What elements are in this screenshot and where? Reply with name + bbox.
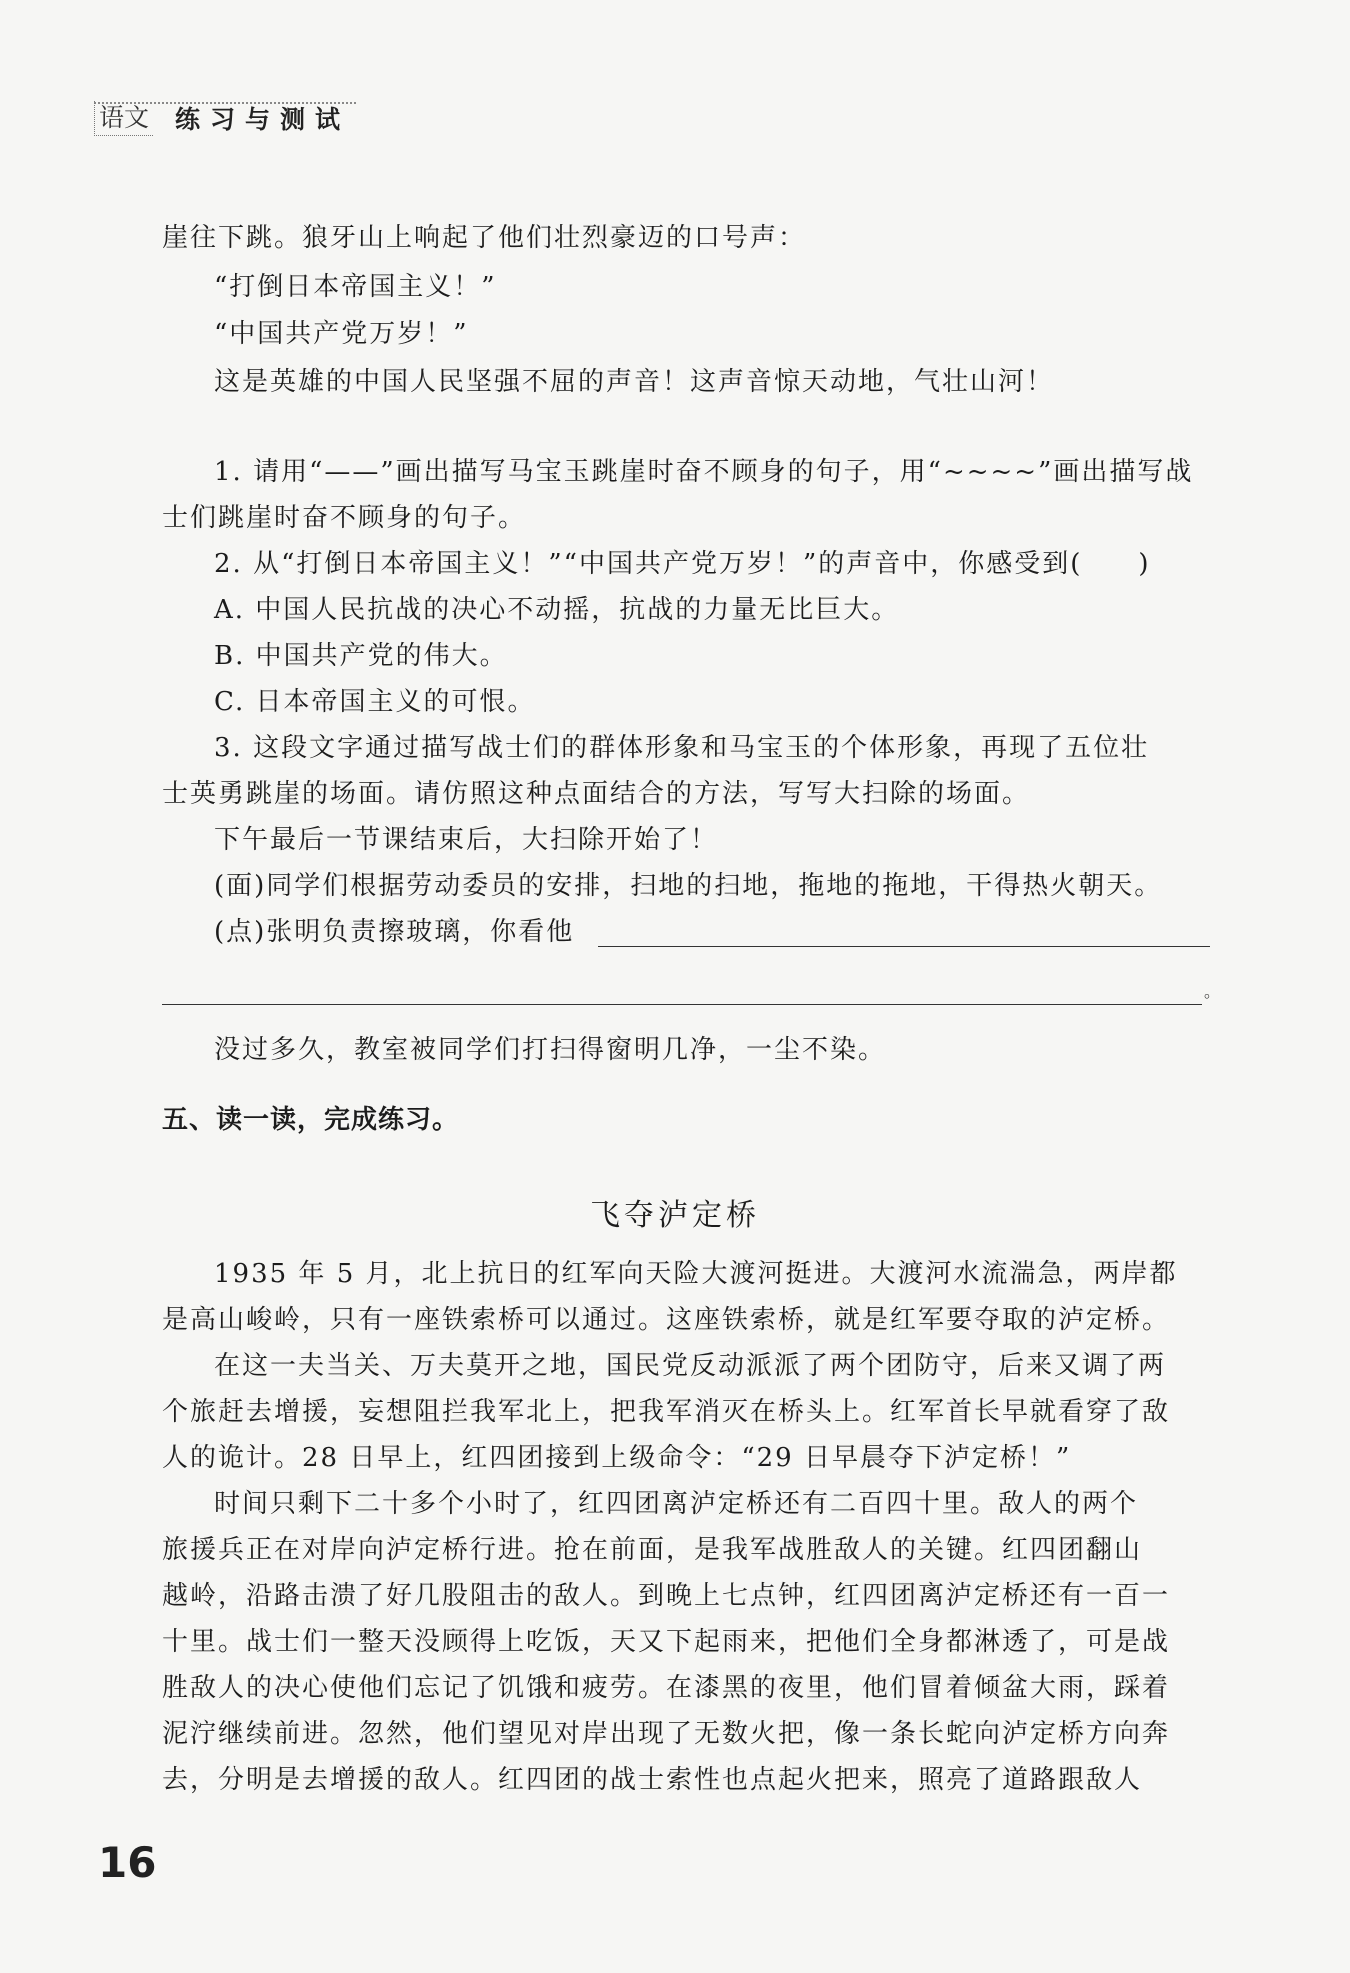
question-2-option-c: C. 日本帝国主义的可恨。 xyxy=(214,687,536,717)
question-3-dian: (点)张明负责擦玻璃，你看他 xyxy=(214,917,575,947)
page-header xyxy=(94,100,350,136)
question-3-start: 下午最后一节课结束后，大扫除开始了！ xyxy=(214,825,719,855)
article-line: 胜敌人的决心使他们忘记了饥饿和疲劳。在漆黑的夜里，他们冒着倾盆大雨，踩着 xyxy=(162,1673,1171,1703)
article-line: 1935 年 5 月，北上抗日的红军向天险大渡河挺进。大渡河水流湍急，两岸都 xyxy=(214,1259,1178,1289)
passage-line: 崖往下跳。狼牙山上响起了他们壮烈豪迈的口号声： xyxy=(162,223,807,253)
question-2: 2. 从“打倒日本帝国主义！”“中国共产党万岁！”的声音中，你感受到( ) xyxy=(214,549,1151,579)
page-number: 16 xyxy=(98,1838,157,1887)
series-title: 练习与测试 xyxy=(175,105,351,134)
article-line: 旅援兵正在对岸向泸定桥行进。抢在前面，是我军战胜敌人的关键。红四团翻山 xyxy=(162,1535,1143,1565)
subject-label: 语文 xyxy=(94,101,153,136)
passage-line: “打倒日本帝国主义！” xyxy=(214,272,497,302)
question-1-line-2: 士们跳崖时奋不顾身的句子。 xyxy=(162,503,527,533)
article-line: 人的诡计。28 日早上，红四团接到上级命令：“29 日早晨夺下泸定桥！” xyxy=(162,1443,1072,1473)
answer-end-mark: 。 xyxy=(1204,982,1221,1001)
question-2-option-b: B. 中国共产党的伟大。 xyxy=(214,641,508,671)
article-title: 飞夺泸定桥 xyxy=(590,1198,760,1233)
question-3-line-2: 士英勇跳崖的场面。请仿照这种点面结合的方法，写写大扫除的场面。 xyxy=(162,779,1031,809)
article-line: 是高山峻岭，只有一座铁索桥可以通过。这座铁索桥，就是红军要夺取的泸定桥。 xyxy=(162,1305,1171,1335)
article-line: 时间只剩下二十多个小时了，红四团离泸定桥还有二百四十里。敌人的两个 xyxy=(214,1489,1139,1519)
article-line: 越岭，沿路击溃了好几股阻击的敌人。到晚上七点钟，红四团离泸定桥还有一百一 xyxy=(162,1581,1171,1611)
article-line: 十里。战士们一整天没顾得上吃饭，天又下起雨来，把他们全身都淋透了，可是战 xyxy=(162,1627,1171,1657)
section-heading: 五、读一读，完成练习。 xyxy=(162,1105,460,1135)
article-line: 泥泞继续前进。忽然，他们望见对岸出现了无数火把，像一条长蛇向泸定桥方向奔 xyxy=(162,1719,1171,1749)
question-2-option-a: A. 中国人民抗战的决心不动摇，抗战的力量无比巨大。 xyxy=(214,595,900,625)
article-line: 去，分明是去增援的敌人。红四团的战士索性也点起火把来，照亮了道路跟敌人 xyxy=(162,1765,1143,1795)
passage-line: 这是英雄的中国人民坚强不屈的声音！这声音惊天动地，气壮山河！ xyxy=(214,367,1055,397)
question-1-line-1: 1. 请用“——”画出描写马宝玉跳崖时奋不顾身的句子，用“~~~~”画出描写战 xyxy=(214,457,1194,487)
passage-line: “中国共产党万岁！” xyxy=(214,319,469,349)
article-line: 个旅赶去增援，妄想阻拦我军北上，把我军消灭在桥头上。红军首长早就看穿了敌 xyxy=(162,1397,1171,1427)
question-3-line-1: 3. 这段文字通过描写战士们的群体形象和马宝玉的个体形象，再现了五位壮 xyxy=(214,733,1150,763)
answer-blank-line[interactable] xyxy=(162,1004,1202,1005)
answer-blank-line[interactable] xyxy=(598,946,1210,947)
article-line: 在这一夫当关、万夫莫开之地，国民党反动派派了两个团防守，后来又调了两 xyxy=(214,1351,1167,1381)
question-3-mian: (面)同学们根据劳动委员的安排，扫地的扫地，拖地的拖地，干得热火朝天。 xyxy=(214,871,1163,901)
question-3-end: 没过多久，教室被同学们打扫得窗明几净，一尘不染。 xyxy=(214,1035,887,1065)
